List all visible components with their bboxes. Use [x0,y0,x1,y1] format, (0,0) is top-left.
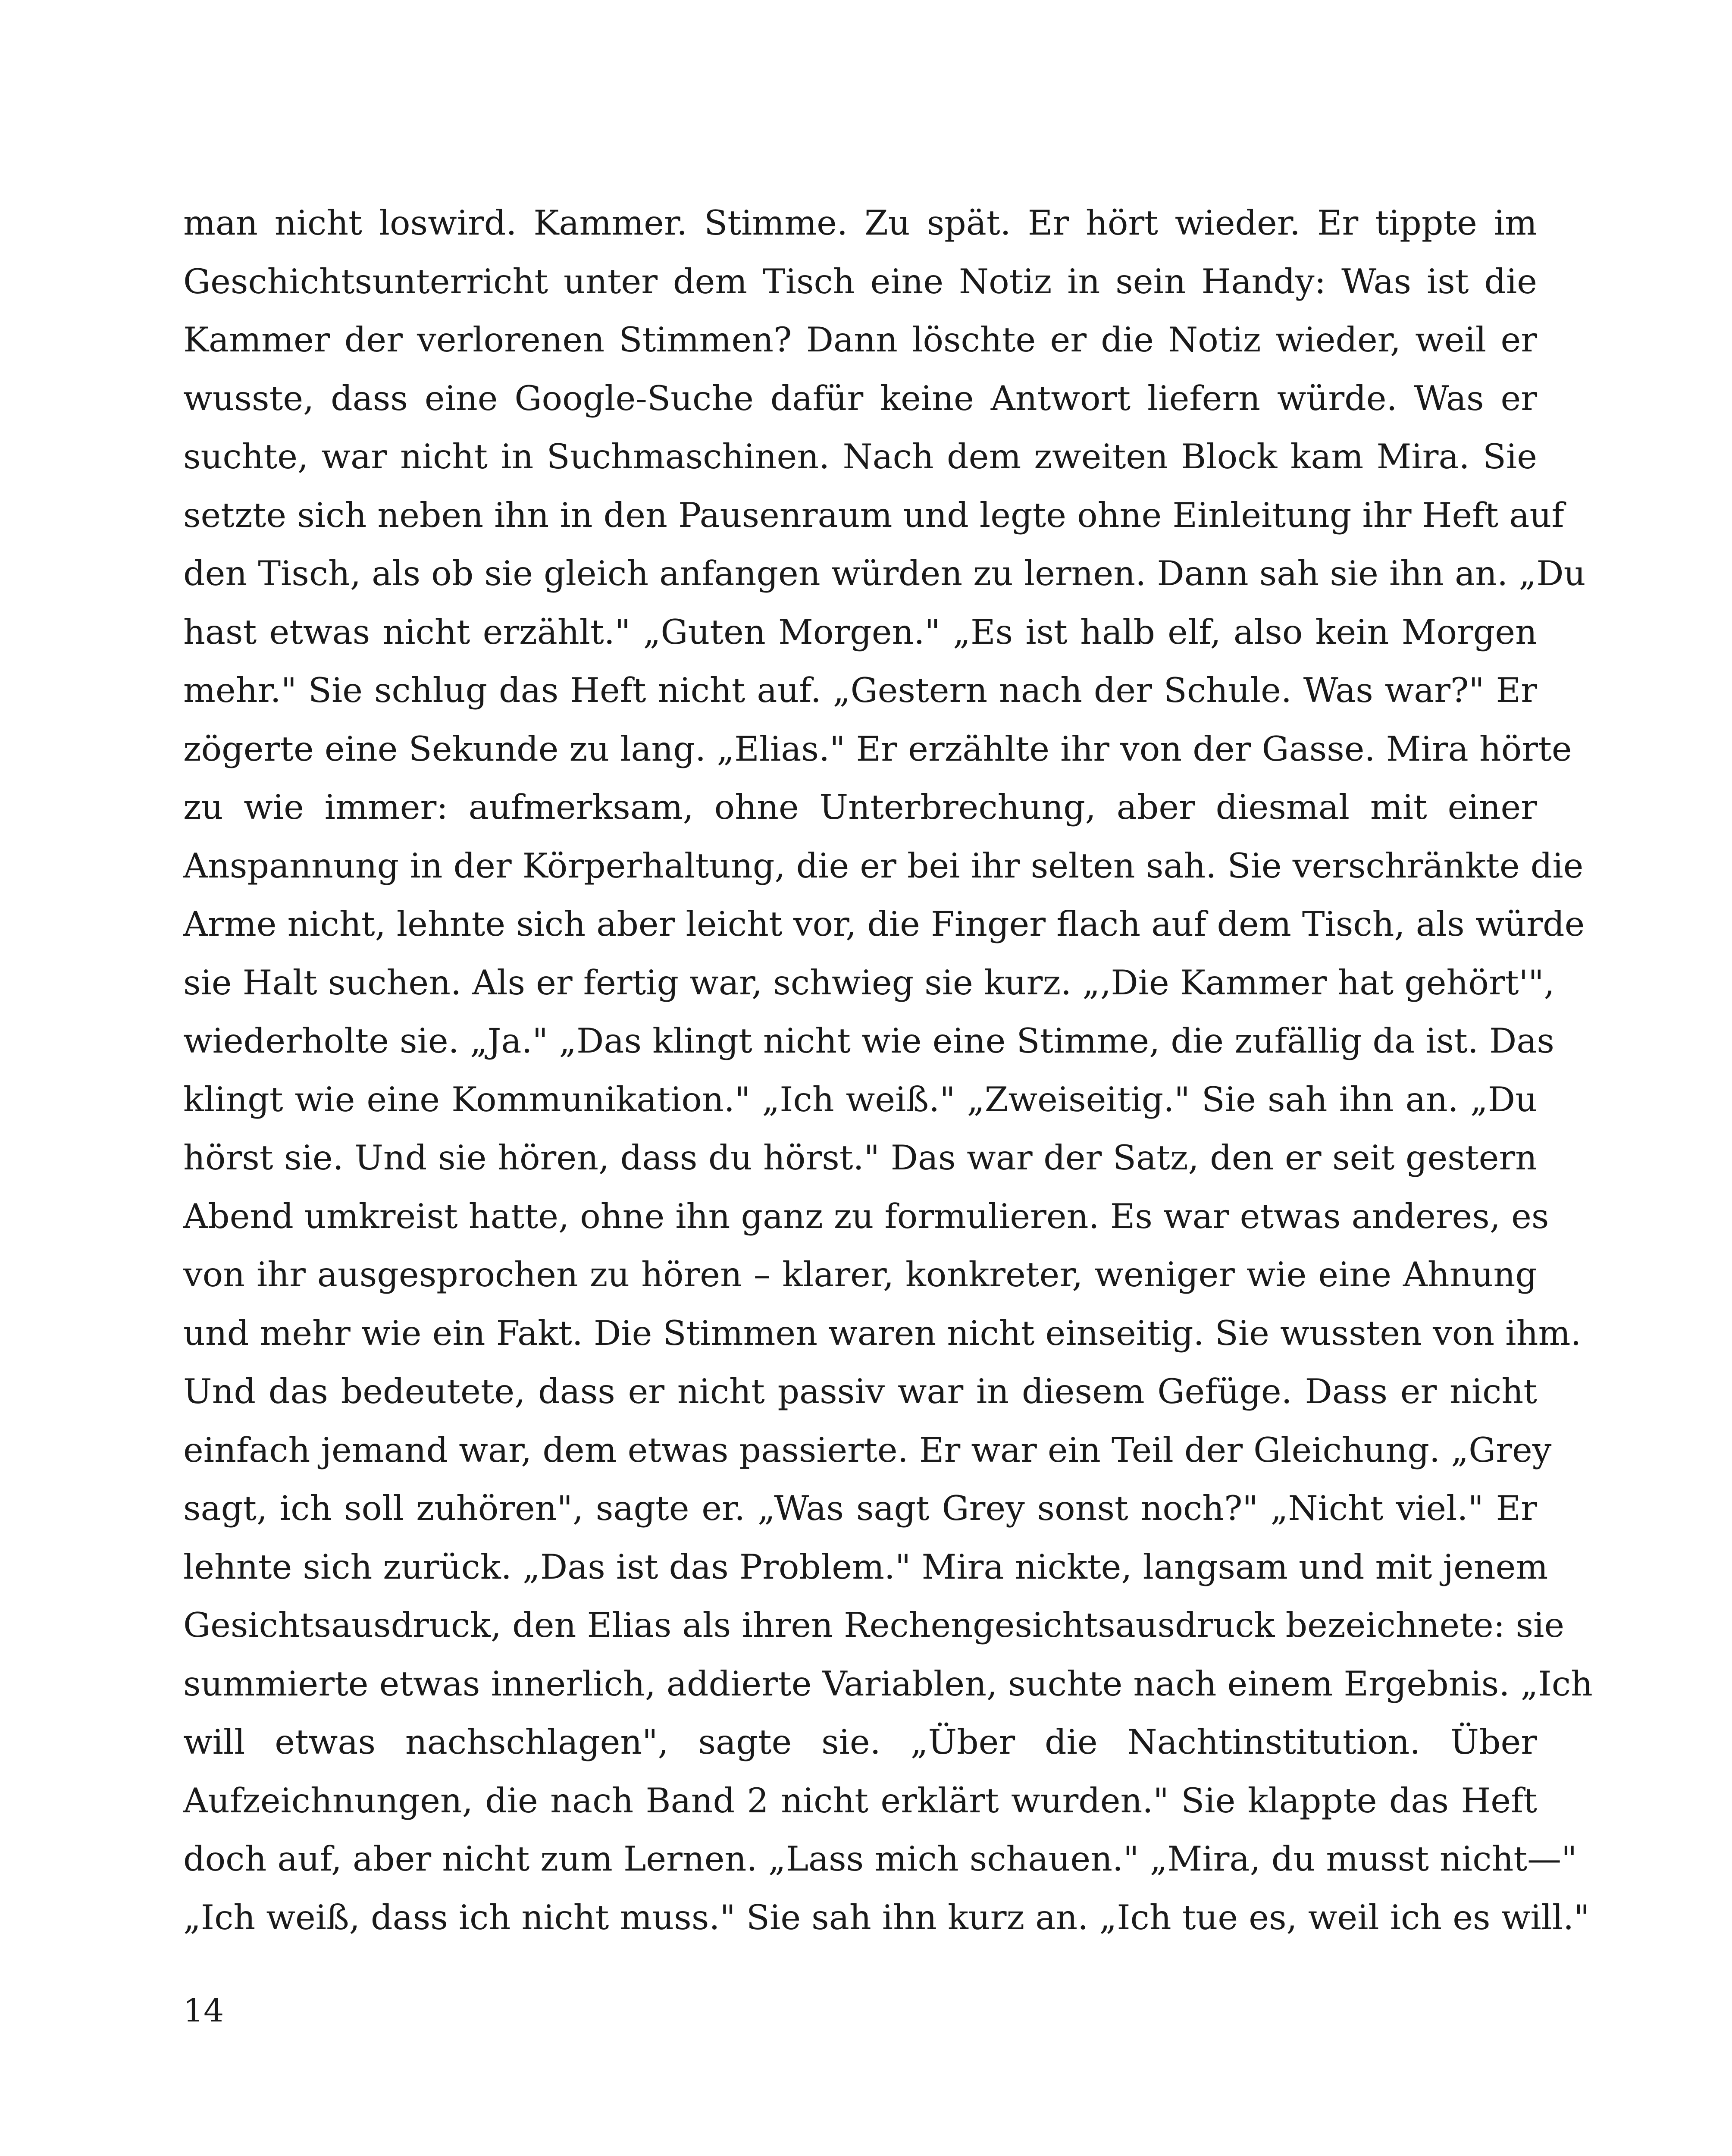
text-line: hörst sie. Und sie hören, dass du hörst." Das war der Satz, den er seit gestern [183,1138,1537,1178]
text-line: sagt, ich soll zuhören", sagte er. „Was sagt Grey sonst noch?" „Nicht viel." Er [183,1489,1537,1528]
text-line: Und das bedeutete, dass er nicht passiv war in diesem Gefüge. Dass er nicht [183,1372,1537,1411]
text-line: hast etwas nicht erzählt." „Guten Morgen." „Es ist halb elf, also kein Morgen [183,612,1537,652]
text-line: setzte sich neben ihn in den Pausenraum und legte ohne Einleitung ihr Heft auf [183,495,1564,535]
text-line: Anspannung in der Körperhaltung, die er bei ihr selten sah. Sie verschränkte die [183,846,1584,886]
text-line: klingt wie eine Kommunikation." „Ich weiß." „Zweiseitig." Sie sah ihn an. „Du [183,1079,1537,1119]
text-line: zögerte eine Sekunde zu lang. „Elias." Er erzählte ihr von der Gasse. Mira hörte [183,729,1572,769]
text-line: doch auf, aber nicht zum Lernen. „Lass mich schauen." „Mira, du musst nicht—" [183,1839,1577,1879]
text-line: den Tisch, als ob sie gleich anfangen würden zu lernen. Dann sah sie ihn an. „Du [183,554,1586,593]
text-line: will etwas nachschlagen", sagte sie. „Über die Nachtinstitution. Über [183,1722,1537,1762]
text-line: Gesichtsausdruck, den Elias als ihren Rechengesichtsausdruck bezeichnete: sie [183,1605,1565,1645]
text-line: Aufzeichnungen, die nach Band 2 nicht erklärt wurden." Sie klappte das Heft [183,1780,1537,1821]
text-line: Kammer der verlorenen Stimmen? Dann löschte er die Notiz wieder, weil er [183,320,1537,360]
text-line: Geschichtsunterricht unter dem Tisch eine Notiz in sein Handy: Was ist die [183,261,1537,301]
text-line: zu wie immer: aufmerksam, ohne Unterbrechung, aber diesmal mit einer [183,787,1537,827]
text-line: und mehr wie ein Fakt. Die Stimmen waren nicht einseitig. Sie wussten von ihm. [183,1313,1582,1353]
text-line: man nicht loswird. Kammer. Stimme. Zu spät. Er hört wieder. Er tippte im [183,203,1537,243]
text-line: wiederholte sie. „Ja." „Das klingt nicht wie eine Stimme, die zufällig da ist. Das [183,1021,1554,1061]
text-line: „Ich weiß, dass ich nicht muss." Sie sah ihn kurz an. „Ich tue es, weil ich es will." [183,1897,1590,1937]
text-line: von ihr ausgesprochen zu hören – klarer, konkreter, weniger wie eine Ahnung [183,1255,1537,1294]
body-text [183,194,1593,1947]
text-line: suchte, war nicht in Suchmaschinen. Nach dem zweiten Block kam Mira. Sie [183,437,1537,476]
text-line: sie Halt suchen. Als er fertig war, schwieg sie kurz. „‚Die Kammer hat gehört'", [183,962,1555,1003]
page-number: 14 [183,1992,224,2029]
text-line: einfach jemand war, dem etwas passierte. Er war ein Teil der Gleichung. „Grey [183,1430,1552,1470]
text-line: lehnte sich zurück. „Das ist das Problem." Mira nickte, langsam und mit jenem [183,1547,1548,1587]
text-line: wusste, dass eine Google-Suche dafür keine Antwort liefern würde. Was er [183,378,1537,418]
text-line: summierte etwas innerlich, addierte Variablen, suchte nach einem Ergebnis. „Ich [183,1664,1593,1704]
text-line: Arme nicht, lehnte sich aber leicht vor, die Finger flach auf dem Tisch, als würde [183,904,1585,944]
text-line: mehr." Sie schlug das Heft nicht auf. „Gestern nach der Schule. Was war?" Er [183,671,1537,710]
text-line: Abend umkreist hatte, ohne ihn ganz zu formulieren. Es war etwas anderes, es [183,1196,1549,1236]
